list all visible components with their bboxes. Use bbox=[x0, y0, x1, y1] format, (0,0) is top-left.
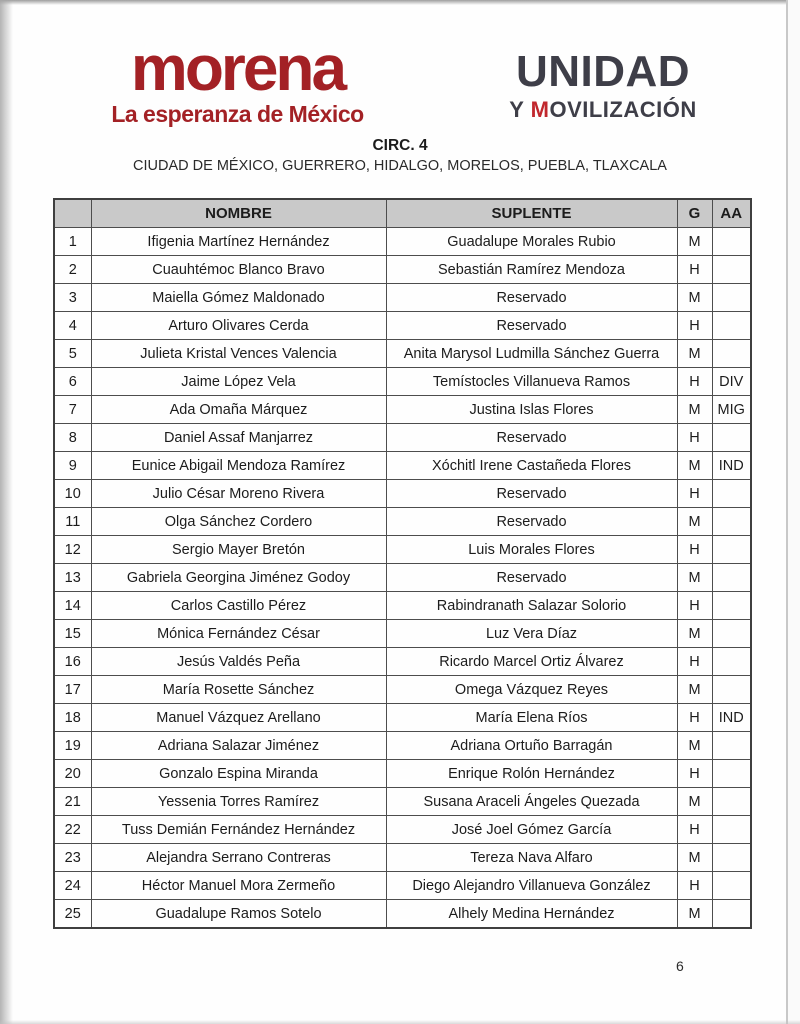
cell-nombre: Eunice Abigail Mendoza Ramírez bbox=[91, 452, 386, 480]
cell-genero: H bbox=[677, 592, 712, 620]
cell-aa bbox=[712, 872, 751, 900]
cell-aa bbox=[712, 284, 751, 312]
table-row bbox=[54, 872, 751, 900]
cell-suplente: Tereza Nava Alfaro bbox=[386, 844, 677, 872]
cell-suplente: Omega Vázquez Reyes bbox=[386, 676, 677, 704]
table-row bbox=[54, 396, 751, 424]
cell-suplente: Diego Alejandro Villanueva González bbox=[386, 872, 677, 900]
cell-nombre: Gonzalo Espina Miranda bbox=[91, 760, 386, 788]
page-number: 6 bbox=[676, 958, 684, 974]
table-header-row bbox=[54, 199, 751, 228]
table-row bbox=[54, 788, 751, 816]
cell-nombre: María Rosette Sánchez bbox=[91, 676, 386, 704]
cell-genero: H bbox=[677, 872, 712, 900]
cell-num: 10 bbox=[54, 480, 91, 508]
unidad-logo-line1: UNIDAD bbox=[515, 47, 691, 96]
states-subtitle: CIUDAD DE MÉXICO, GUERRERO, HIDALGO, MORELOS, PUEBLA, TLAXCALA bbox=[133, 158, 667, 174]
cell-nombre: Mónica Fernández César bbox=[91, 620, 386, 648]
cell-nombre: Maiella Gómez Maldonado bbox=[91, 284, 386, 312]
cell-aa bbox=[712, 592, 751, 620]
table-row bbox=[54, 648, 751, 676]
cell-suplente: María Elena Ríos bbox=[386, 704, 677, 732]
cell-num: 24 bbox=[54, 872, 91, 900]
cell-aa bbox=[712, 844, 751, 872]
cell-genero: H bbox=[677, 312, 712, 340]
table-row bbox=[54, 508, 751, 536]
cell-suplente: Reservado bbox=[386, 424, 677, 452]
cell-num: 7 bbox=[54, 396, 91, 424]
cell-genero: H bbox=[677, 760, 712, 788]
cell-nombre: Tuss Demián Fernández Hernández bbox=[91, 816, 386, 844]
cell-genero: H bbox=[677, 424, 712, 452]
cell-genero: M bbox=[677, 900, 712, 929]
cell-num: 19 bbox=[54, 732, 91, 760]
cell-suplente: Reservado bbox=[386, 284, 677, 312]
table-row bbox=[54, 816, 751, 844]
cell-suplente: Rabindranath Salazar Solorio bbox=[386, 592, 677, 620]
cell-suplente: Reservado bbox=[386, 508, 677, 536]
cell-genero: M bbox=[677, 564, 712, 592]
cell-nombre: Alejandra Serrano Contreras bbox=[91, 844, 386, 872]
cell-suplente: Reservado bbox=[386, 312, 677, 340]
table-row bbox=[54, 620, 751, 648]
cell-nombre: Guadalupe Ramos Sotelo bbox=[91, 900, 386, 929]
cell-genero: H bbox=[677, 704, 712, 732]
table-row bbox=[54, 480, 751, 508]
cell-aa bbox=[712, 676, 751, 704]
cell-aa: MIG bbox=[712, 396, 751, 424]
circunscripcion-title: CIRC. 4 bbox=[372, 137, 428, 154]
cell-num: 22 bbox=[54, 816, 91, 844]
cell-genero: M bbox=[677, 340, 712, 368]
cell-num: 23 bbox=[54, 844, 91, 872]
cell-aa: IND bbox=[712, 704, 751, 732]
cell-suplente: Reservado bbox=[386, 564, 677, 592]
cell-num: 21 bbox=[54, 788, 91, 816]
cell-num: 3 bbox=[54, 284, 91, 312]
unidad-logo-line2-accent-m: M bbox=[530, 97, 550, 122]
cell-aa bbox=[712, 788, 751, 816]
cell-nombre: Sergio Mayer Bretón bbox=[91, 536, 386, 564]
table-row bbox=[54, 452, 751, 480]
cell-nombre: Ada Omaña Márquez bbox=[91, 396, 386, 424]
cell-nombre: Olga Sánchez Cordero bbox=[91, 508, 386, 536]
cell-nombre: Jesús Valdés Peña bbox=[91, 648, 386, 676]
cell-num: 17 bbox=[54, 676, 91, 704]
table-row bbox=[54, 732, 751, 760]
cell-genero: H bbox=[677, 536, 712, 564]
cell-aa bbox=[712, 256, 751, 284]
table-row bbox=[54, 900, 751, 929]
cell-nombre: Carlos Castillo Pérez bbox=[91, 592, 386, 620]
cell-nombre: Arturo Olivares Cerda bbox=[91, 312, 386, 340]
cell-aa bbox=[712, 732, 751, 760]
cell-num: 14 bbox=[54, 592, 91, 620]
cell-aa: IND bbox=[712, 452, 751, 480]
cell-suplente: Reservado bbox=[386, 480, 677, 508]
table-row bbox=[54, 704, 751, 732]
cell-aa bbox=[712, 760, 751, 788]
cell-num: 5 bbox=[54, 340, 91, 368]
table-row bbox=[54, 368, 751, 396]
morena-logo-text: morena bbox=[130, 32, 345, 104]
unidad-movilizacion-logo bbox=[484, 47, 722, 123]
cell-suplente: Susana Araceli Ángeles Quezada bbox=[386, 788, 677, 816]
unidad-logo-line2-prefix: Y bbox=[509, 97, 531, 122]
cell-nombre: Adriana Salazar Jiménez bbox=[91, 732, 386, 760]
cell-genero: M bbox=[677, 228, 712, 256]
cell-genero: M bbox=[677, 620, 712, 648]
cell-genero: M bbox=[677, 788, 712, 816]
col-header-genero: G bbox=[677, 199, 712, 228]
cell-num: 13 bbox=[54, 564, 91, 592]
cell-suplente: Temístocles Villanueva Ramos bbox=[386, 368, 677, 396]
cell-num: 1 bbox=[54, 228, 91, 256]
table-row bbox=[54, 340, 751, 368]
table-row bbox=[54, 228, 751, 256]
cell-genero: M bbox=[677, 732, 712, 760]
cell-num: 2 bbox=[54, 256, 91, 284]
cell-genero: M bbox=[677, 452, 712, 480]
cell-genero: H bbox=[677, 480, 712, 508]
cell-genero: M bbox=[677, 396, 712, 424]
cell-nombre: Julieta Kristal Vences Valencia bbox=[91, 340, 386, 368]
cell-aa bbox=[712, 564, 751, 592]
cell-nombre: Julio César Moreno Rivera bbox=[91, 480, 386, 508]
cell-nombre: Daniel Assaf Manjarrez bbox=[91, 424, 386, 452]
cell-nombre: Manuel Vázquez Arellano bbox=[91, 704, 386, 732]
cell-num: 8 bbox=[54, 424, 91, 452]
cell-genero: H bbox=[677, 256, 712, 284]
unidad-logo-line2 bbox=[484, 97, 722, 123]
morena-logo bbox=[100, 32, 375, 128]
cell-num: 6 bbox=[54, 368, 91, 396]
cell-nombre: Jaime López Vela bbox=[91, 368, 386, 396]
cell-genero: H bbox=[677, 648, 712, 676]
table-row bbox=[54, 564, 751, 592]
cell-suplente: Justina Islas Flores bbox=[386, 396, 677, 424]
cell-aa bbox=[712, 620, 751, 648]
col-header-num bbox=[54, 199, 91, 228]
cell-nombre: Cuauhtémoc Blanco Bravo bbox=[91, 256, 386, 284]
photo-edge-top bbox=[0, 0, 800, 5]
cell-nombre: Ifigenia Martínez Hernández bbox=[91, 228, 386, 256]
cell-num: 11 bbox=[54, 508, 91, 536]
cell-suplente: Anita Marysol Ludmilla Sánchez Guerra bbox=[386, 340, 677, 368]
cell-genero: H bbox=[677, 816, 712, 844]
cell-genero: M bbox=[677, 676, 712, 704]
cell-suplente: Enrique Rolón Hernández bbox=[386, 760, 677, 788]
cell-suplente: Sebastián Ramírez Mendoza bbox=[386, 256, 677, 284]
cell-aa bbox=[712, 536, 751, 564]
cell-suplente: José Joel Gómez García bbox=[386, 816, 677, 844]
cell-suplente: Alhely Medina Hernández bbox=[386, 900, 677, 929]
cell-aa bbox=[712, 648, 751, 676]
table-row bbox=[54, 312, 751, 340]
cell-nombre: Gabriela Georgina Jiménez Godoy bbox=[91, 564, 386, 592]
cell-num: 12 bbox=[54, 536, 91, 564]
col-header-aa: AA bbox=[712, 199, 751, 228]
cell-aa bbox=[712, 900, 751, 929]
table-row bbox=[54, 592, 751, 620]
cell-nombre: Héctor Manuel Mora Zermeño bbox=[91, 872, 386, 900]
cell-genero: M bbox=[677, 284, 712, 312]
cell-aa bbox=[712, 480, 751, 508]
cell-num: 16 bbox=[54, 648, 91, 676]
col-header-nombre: NOMBRE bbox=[91, 199, 386, 228]
cell-suplente: Luz Vera Díaz bbox=[386, 620, 677, 648]
table-row bbox=[54, 256, 751, 284]
cell-aa: DIV bbox=[712, 368, 751, 396]
cell-num: 15 bbox=[54, 620, 91, 648]
photo-edge-bottom bbox=[0, 1020, 800, 1024]
table-row bbox=[54, 844, 751, 872]
cell-genero: M bbox=[677, 508, 712, 536]
table-row bbox=[54, 424, 751, 452]
cell-aa bbox=[712, 424, 751, 452]
table-row bbox=[54, 284, 751, 312]
col-header-suplente: SUPLENTE bbox=[386, 199, 677, 228]
cell-aa bbox=[712, 508, 751, 536]
cell-genero: H bbox=[677, 368, 712, 396]
cell-nombre: Yessenia Torres Ramírez bbox=[91, 788, 386, 816]
cell-genero: M bbox=[677, 844, 712, 872]
cell-num: 25 bbox=[54, 900, 91, 929]
cell-num: 20 bbox=[54, 760, 91, 788]
cell-aa bbox=[712, 312, 751, 340]
cell-suplente: Adriana Ortuño Barragán bbox=[386, 732, 677, 760]
unidad-logo-line2-rest: OVILIZACIÓN bbox=[549, 97, 697, 122]
table-row bbox=[54, 760, 751, 788]
cell-aa bbox=[712, 228, 751, 256]
table-body bbox=[54, 228, 751, 929]
cell-aa bbox=[712, 816, 751, 844]
cell-num: 4 bbox=[54, 312, 91, 340]
cell-num: 18 bbox=[54, 704, 91, 732]
table-row bbox=[54, 536, 751, 564]
table-row bbox=[54, 676, 751, 704]
cell-num: 9 bbox=[54, 452, 91, 480]
cell-suplente: Ricardo Marcel Ortiz Álvarez bbox=[386, 648, 677, 676]
cell-suplente: Luis Morales Flores bbox=[386, 536, 677, 564]
candidates-table bbox=[53, 198, 752, 929]
morena-logo-tagline: La esperanza de México bbox=[111, 101, 364, 127]
cell-suplente: Guadalupe Morales Rubio bbox=[386, 228, 677, 256]
cell-suplente: Xóchitl Irene Castañeda Flores bbox=[386, 452, 677, 480]
cell-aa bbox=[712, 340, 751, 368]
